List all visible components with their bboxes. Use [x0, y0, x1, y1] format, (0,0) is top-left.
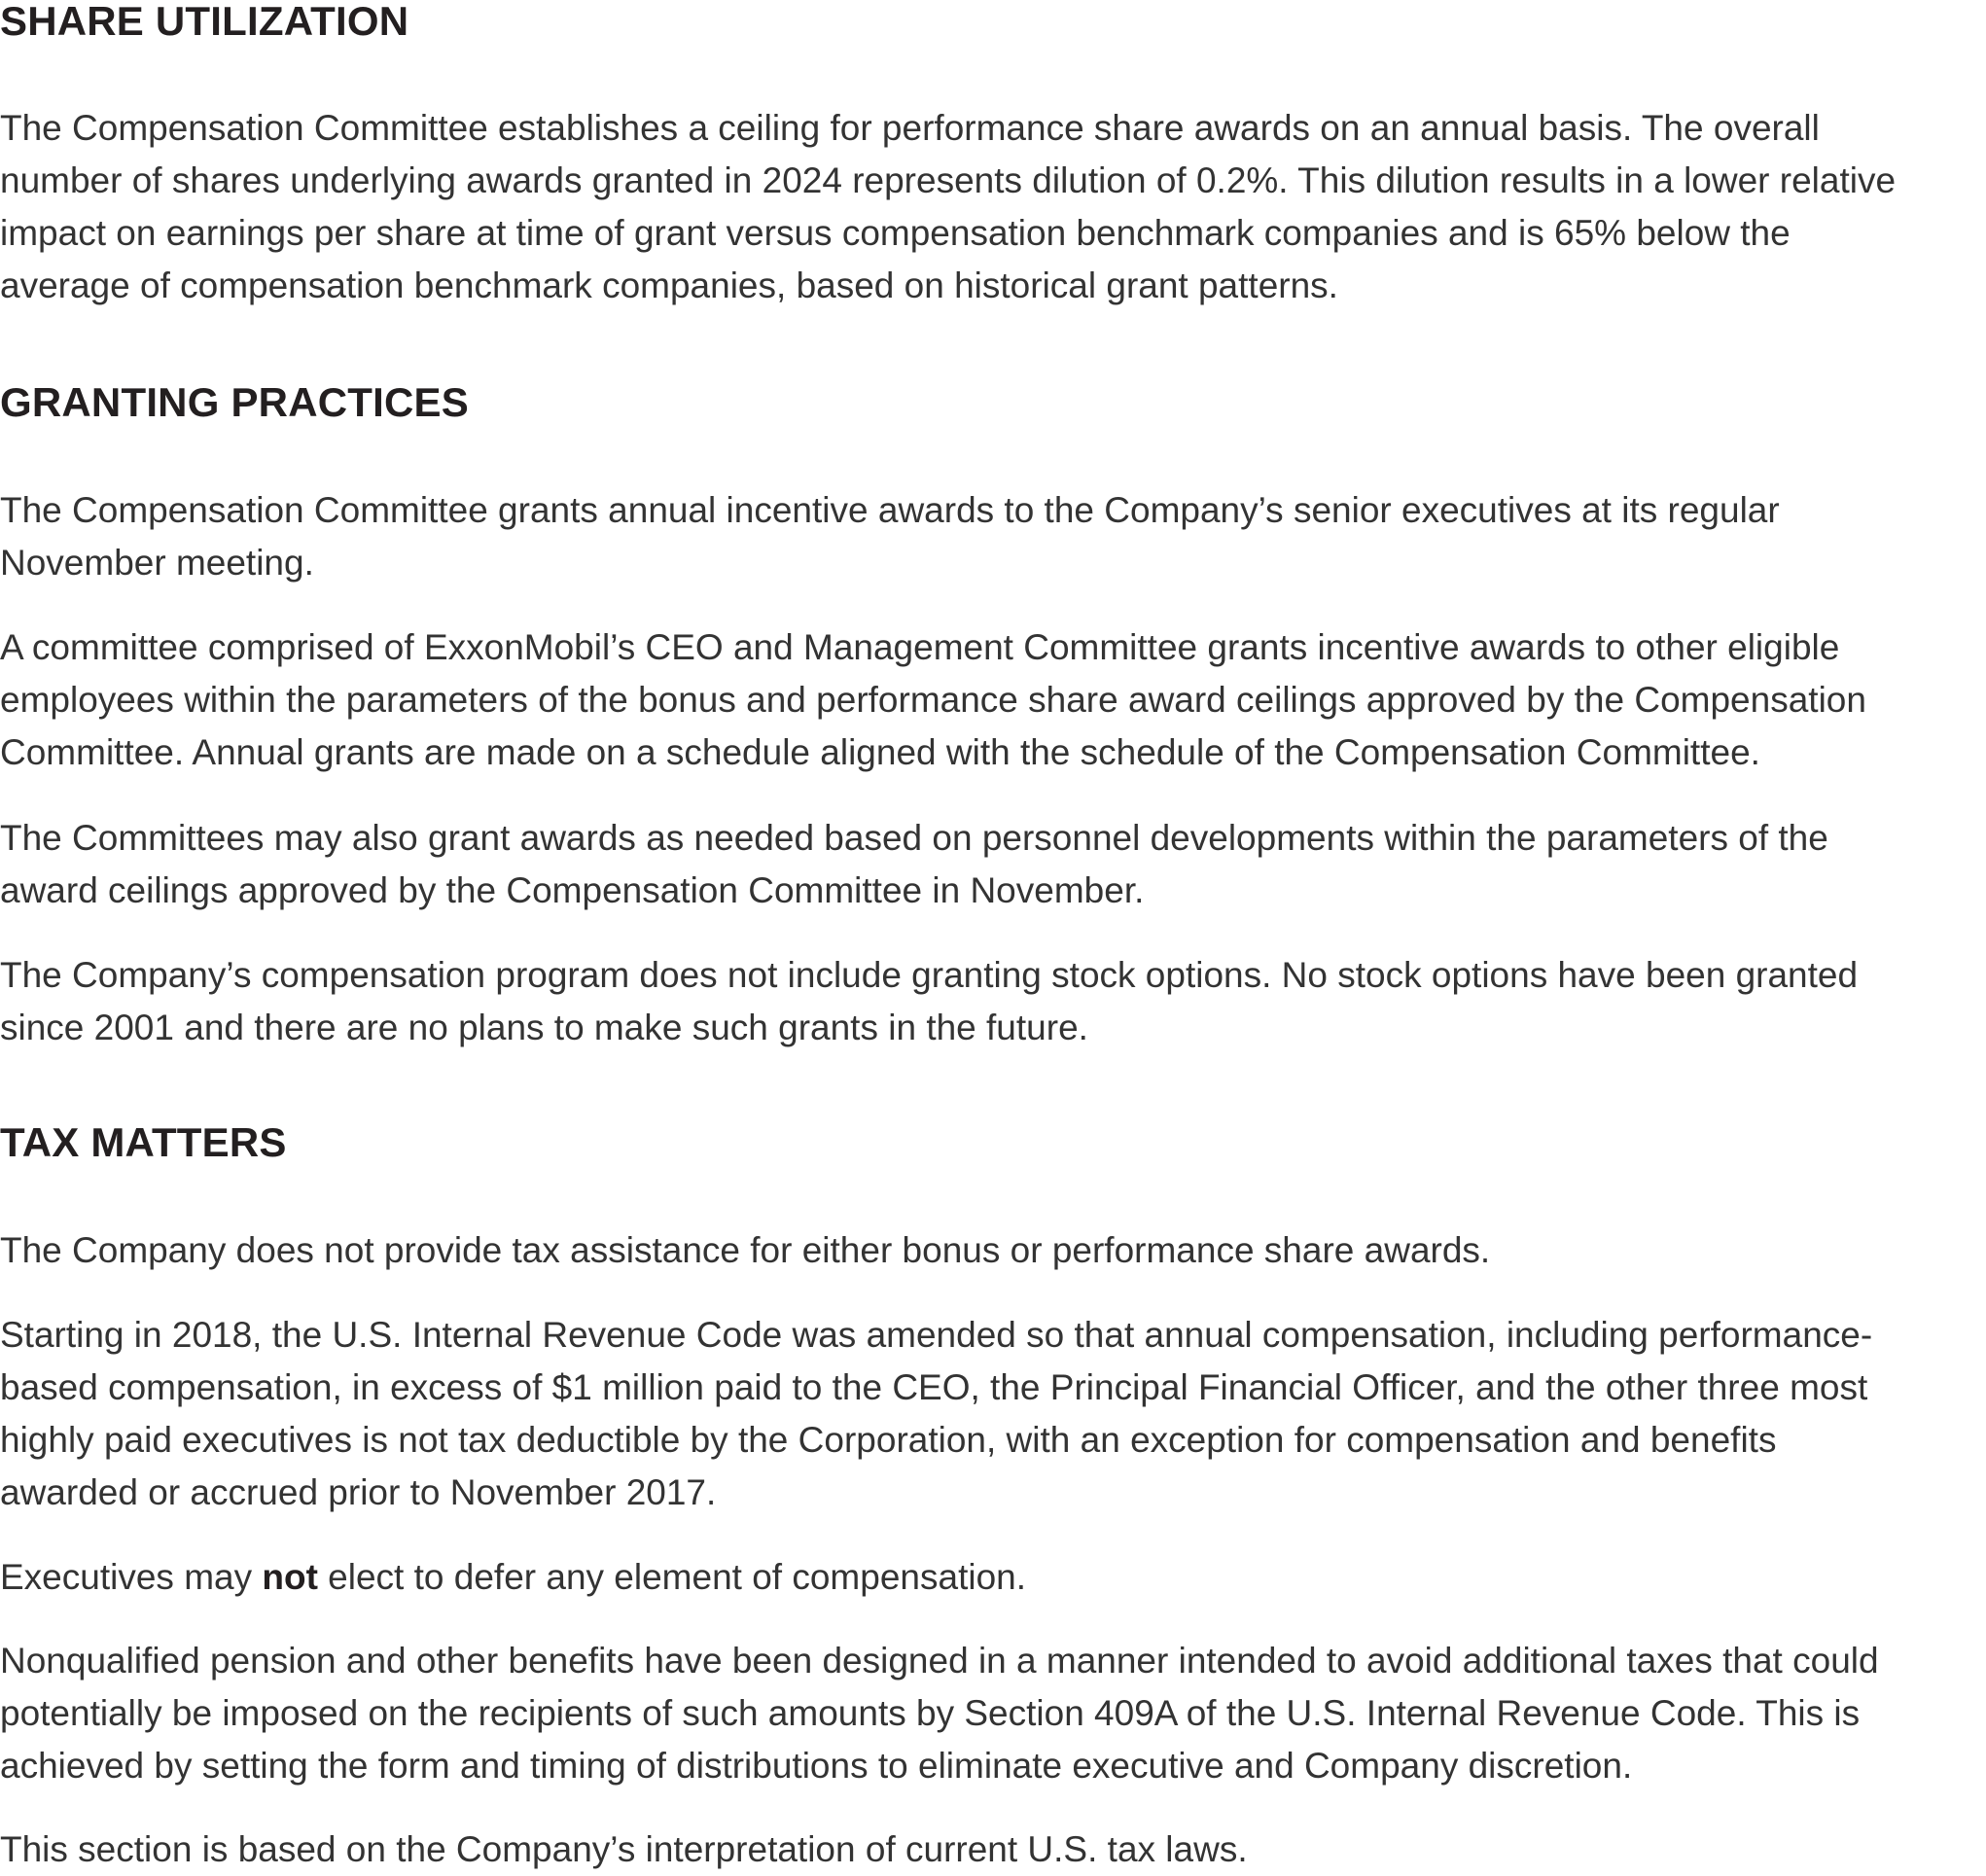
tax-matters-paragraph-4 — [0, 1635, 1984, 1792]
text-line: November meeting. — [0, 543, 314, 583]
share-utilization-paragraph — [0, 102, 1984, 312]
text-line — [0, 1551, 1984, 1604]
text-line: The Committees may also grant awards as needed based on personnel developments within the parameters of the — [0, 818, 1828, 858]
text-line: potentially be imposed on the recipients of such amounts by Section 409A of the U.S. Internal Revenue Code. This is — [0, 1693, 1861, 1733]
text-line: Starting in 2018, the U.S. Internal Revenue Code was amended so that annual compensation, including performance- — [0, 1315, 1873, 1355]
granting-practices-heading: GRANTING PRACTICES — [0, 379, 469, 425]
granting-practices-paragraph-3 — [0, 812, 1984, 917]
text-line: The Company’s compensation program does not include granting stock options. No stock options have been granted — [0, 955, 1859, 995]
text-line: Nonqualified pension and other benefits have been designed in a manner intended to avoid additional taxes that could — [0, 1641, 1879, 1681]
text-line: The Company does not provide tax assistance for either bonus or performance share awards. — [0, 1230, 1491, 1270]
text-line: highly paid executives is not tax deductible by the Corporation, with an exception for compensation and benefits — [0, 1420, 1777, 1460]
granting-practices-paragraph-2 — [0, 621, 1984, 779]
text-line: employees within the parameters of the bonus and performance share award ceilings approved by the Compensation — [0, 680, 1866, 720]
text-line: impact on earnings per share at time of grant versus compensation benchmark companies and is 65% below the — [0, 213, 1791, 253]
tax-matters-paragraph-3 — [0, 1551, 1984, 1604]
tax-matters-heading: TAX MATTERS — [0, 1119, 287, 1165]
granting-practices-paragraph-1 — [0, 484, 1984, 589]
text-segment: Executives may — [0, 1557, 263, 1597]
text-line: award ceilings approved by the Compensation Committee in November. — [0, 870, 1145, 910]
text-segment: elect to defer any element of compensation. — [317, 1557, 1027, 1597]
emphasis-not: not — [262, 1557, 318, 1597]
text-line: number of shares underlying awards granted in 2024 represents dilution of 0.2%. This dilution results in a lower relative — [0, 160, 1897, 200]
tax-matters-paragraph-1 — [0, 1224, 1984, 1277]
text-line: since 2001 and there are no plans to make such grants in the future. — [0, 1008, 1088, 1047]
share-utilization-heading: SHARE UTILIZATION — [0, 0, 409, 44]
text-line: Committee. Annual grants are made on a schedule aligned with the schedule of the Compensation Committee. — [0, 732, 1760, 772]
tax-matters-paragraph-5 — [0, 1823, 1984, 1876]
granting-practices-paragraph-4 — [0, 949, 1984, 1054]
text-line: The Compensation Committee establishes a ceiling for performance share awards on an annual basis. The overall — [0, 108, 1820, 148]
text-line: based compensation, in excess of $1 million paid to the CEO, the Principal Financial Officer, and the other three most — [0, 1367, 1868, 1407]
tax-matters-paragraph-2 — [0, 1309, 1984, 1519]
text-line: This section is based on the Company’s interpretation of current U.S. tax laws. — [0, 1829, 1248, 1869]
text-line: The Compensation Committee grants annual incentive awards to the Company’s senior executives at its regular — [0, 490, 1780, 530]
text-line: average of compensation benchmark companies, based on historical grant patterns. — [0, 265, 1338, 305]
text-line: awarded or accrued prior to November 2017. — [0, 1472, 717, 1512]
text-line: A committee comprised of ExxonMobil’s CEO and Management Committee grants incentive awards to other eligible — [0, 627, 1840, 667]
text-line: achieved by setting the form and timing of distributions to eliminate executive and Company discretion. — [0, 1746, 1633, 1786]
